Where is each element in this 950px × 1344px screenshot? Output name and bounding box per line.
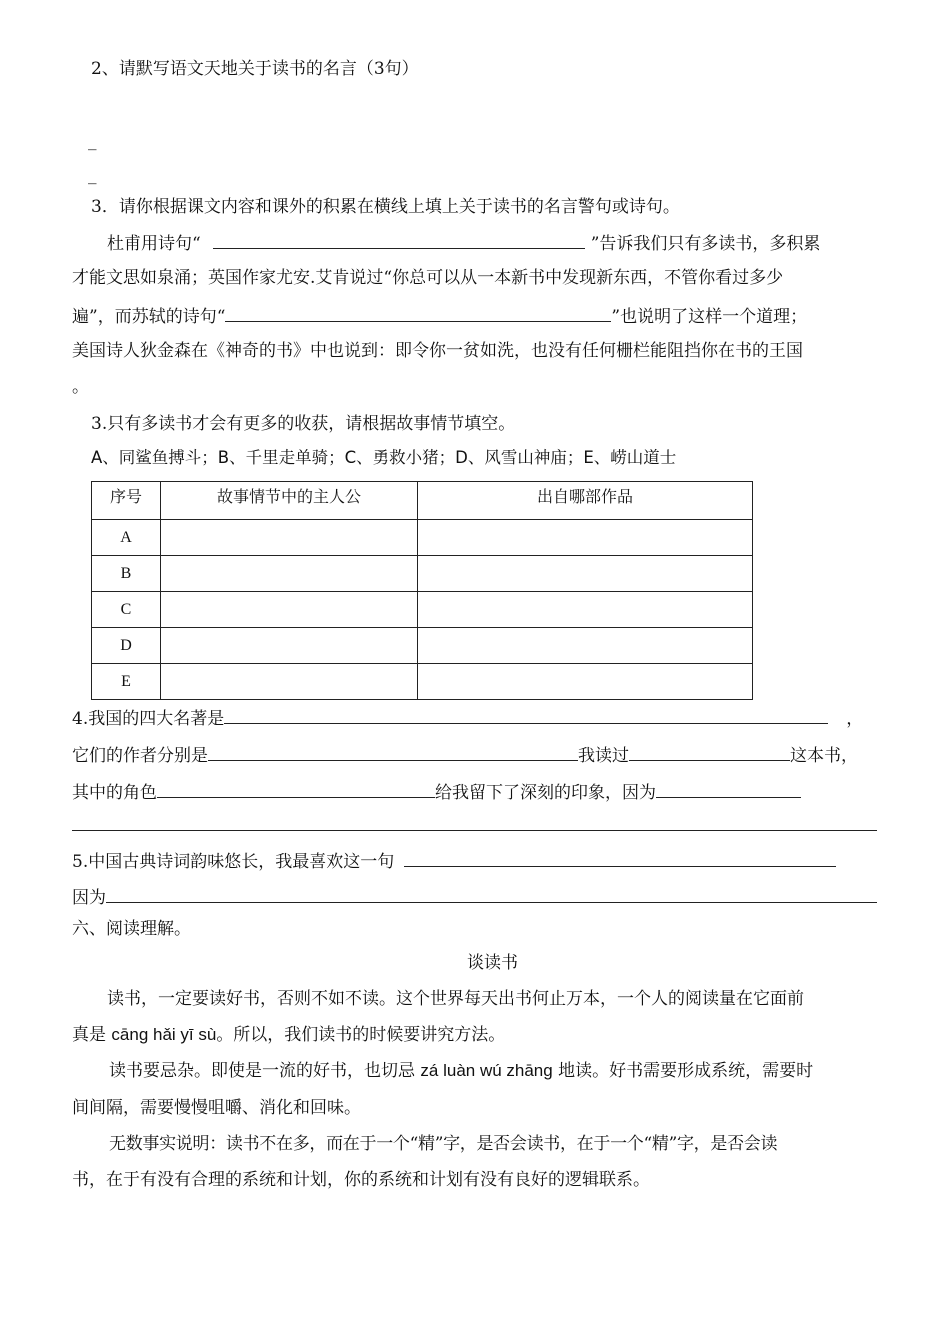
p2-line1-end: 地读。好书需要形成系统，需要时 bbox=[558, 1061, 814, 1081]
article-p3-line2: 书，在于有没有合理的系统和计划，你的系统和计划有没有良好的逻辑联系。 bbox=[72, 1170, 650, 1190]
q2-title: 2、请默写语文天地关于读书的名言（3句） bbox=[91, 59, 419, 79]
q3a-title: 3．请你根据课文内容和课外的积累在横线上填上关于读书的名言警句或诗句。 bbox=[91, 197, 680, 217]
q3a-line1-end: ”告诉我们只有多读书，多积累 bbox=[590, 234, 821, 254]
q3a-line1 bbox=[107, 230, 820, 255]
q4-line1-end: ， bbox=[846, 709, 864, 729]
p1-line2-start: 真是 bbox=[72, 1025, 106, 1045]
story-table-header bbox=[92, 482, 753, 520]
q4-line1 bbox=[72, 705, 863, 730]
table-row bbox=[92, 628, 753, 664]
q3a-line3 bbox=[72, 303, 807, 328]
protagonist-cell[interactable] bbox=[161, 628, 418, 664]
q3b-title: 3.只有多读书才会有更多的收获，请根据故事情节填空。 bbox=[91, 414, 516, 434]
article-p2-line2: 间间隔，需要慢慢咀嚼、消化和回味。 bbox=[72, 1098, 361, 1118]
p2-line1-start: 读书要忌杂。即使是一流的好书，也切忌 bbox=[109, 1061, 415, 1081]
q2-blank-mark-1[interactable]: _ bbox=[88, 131, 97, 151]
protagonist-cell[interactable] bbox=[161, 556, 418, 592]
q4-line2 bbox=[72, 742, 858, 767]
q4-blank-book[interactable] bbox=[629, 742, 790, 761]
article-p1-line1: 读书，一定要读好书，否则不如不读。这个世界每天出书何止万本，一个人的阅读量在它面前 bbox=[107, 989, 804, 1009]
table-row bbox=[92, 520, 753, 556]
q3a-line1-start: 杜甫用诗句“ bbox=[107, 234, 201, 254]
q4-line3 bbox=[72, 779, 801, 804]
table-row bbox=[92, 556, 753, 592]
q4-line3-start: 其中的角色 bbox=[72, 783, 157, 803]
q4-blank-character[interactable] bbox=[157, 779, 435, 798]
q3a-blank-dufu[interactable] bbox=[213, 230, 585, 249]
q3a-line3-start: 遍”，而苏轼的诗句“ bbox=[72, 307, 226, 327]
q4-line1-start: 4.我国的四大名著是 bbox=[72, 709, 225, 729]
q5-line1-text: 5.中国古典诗词韵味悠长，我最喜欢这一句 bbox=[72, 852, 395, 872]
q4-line2-start: 它们的作者分别是 bbox=[72, 746, 208, 766]
p2-pinyin: zá luàn wú zhāng bbox=[420, 1061, 553, 1080]
q3a-line2: 才能文思如泉涌；英国作家尤安.艾肯说过“你总可以从一本新书中发现新东西，不管你看过多少 bbox=[72, 268, 784, 288]
protagonist-cell[interactable] bbox=[161, 520, 418, 556]
q4-blank-reason-line[interactable] bbox=[72, 830, 877, 831]
row-label: D bbox=[92, 628, 161, 664]
row-label: C bbox=[92, 592, 161, 628]
p1-line2-end: 。所以，我们读书的时候要讲究方法。 bbox=[216, 1025, 506, 1045]
work-cell[interactable] bbox=[418, 556, 753, 592]
q4-line3-mid: 给我留下了深刻的印象，因为 bbox=[435, 783, 656, 803]
protagonist-cell[interactable] bbox=[161, 664, 418, 700]
row-label: A bbox=[92, 520, 161, 556]
q4-blank-authors[interactable] bbox=[208, 742, 578, 761]
q5-blank-reason[interactable] bbox=[106, 884, 877, 903]
q4-line2-mid: 我读过 bbox=[578, 746, 629, 766]
protagonist-cell[interactable] bbox=[161, 592, 418, 628]
q2-blank-mark-2[interactable]: _ bbox=[88, 165, 97, 185]
q3a-line5: 。 bbox=[72, 377, 89, 397]
q3b-options: A、同鲨鱼搏斗；B、千里走单骑；C、勇救小猪；D、风雪山神庙；E、崂山道士 bbox=[91, 448, 677, 467]
q5-blank-poem[interactable] bbox=[404, 848, 836, 867]
header-index: 序号 bbox=[92, 482, 161, 520]
header-work: 出自哪部作品 bbox=[418, 482, 753, 520]
story-table bbox=[91, 481, 753, 700]
section6-title: 六、阅读理解。 bbox=[72, 919, 191, 939]
row-label: B bbox=[92, 556, 161, 592]
q4-blank-reason[interactable] bbox=[656, 779, 801, 798]
article-p1-line2 bbox=[72, 1024, 505, 1046]
p1-pinyin: cāng hǎi yī sù bbox=[111, 1025, 217, 1044]
q3a-line4: 美国诗人狄金森在《神奇的书》中也说到：即令你一贫如洗，也没有任何栅栏能阻挡你在书的王国 bbox=[72, 341, 803, 361]
header-protagonist: 故事情节中的主人公 bbox=[161, 482, 418, 520]
work-cell[interactable] bbox=[418, 664, 753, 700]
row-label: E bbox=[92, 664, 161, 700]
work-cell[interactable] bbox=[418, 628, 753, 664]
article-p3-line1: 无数事实说明：读书不在多，而在于一个“精”字，是否会读书，在于一个“精”字，是否会读 bbox=[109, 1134, 778, 1154]
work-cell[interactable] bbox=[418, 592, 753, 628]
q4-blank-classics[interactable] bbox=[224, 705, 828, 724]
q3a-line3-end: ”也说明了这样一个道理； bbox=[611, 307, 808, 327]
q5-line2-text: 因为 bbox=[72, 888, 106, 908]
q5-line1 bbox=[72, 848, 836, 873]
work-cell[interactable] bbox=[418, 520, 753, 556]
table-row bbox=[92, 664, 753, 700]
article-p2-line1 bbox=[109, 1060, 813, 1082]
q5-line2 bbox=[72, 884, 877, 909]
q3a-blank-sushi[interactable] bbox=[225, 303, 611, 322]
q4-line2-end: 这本书， bbox=[790, 746, 858, 766]
table-row bbox=[92, 592, 753, 628]
article-title: 谈读书 bbox=[467, 953, 518, 973]
